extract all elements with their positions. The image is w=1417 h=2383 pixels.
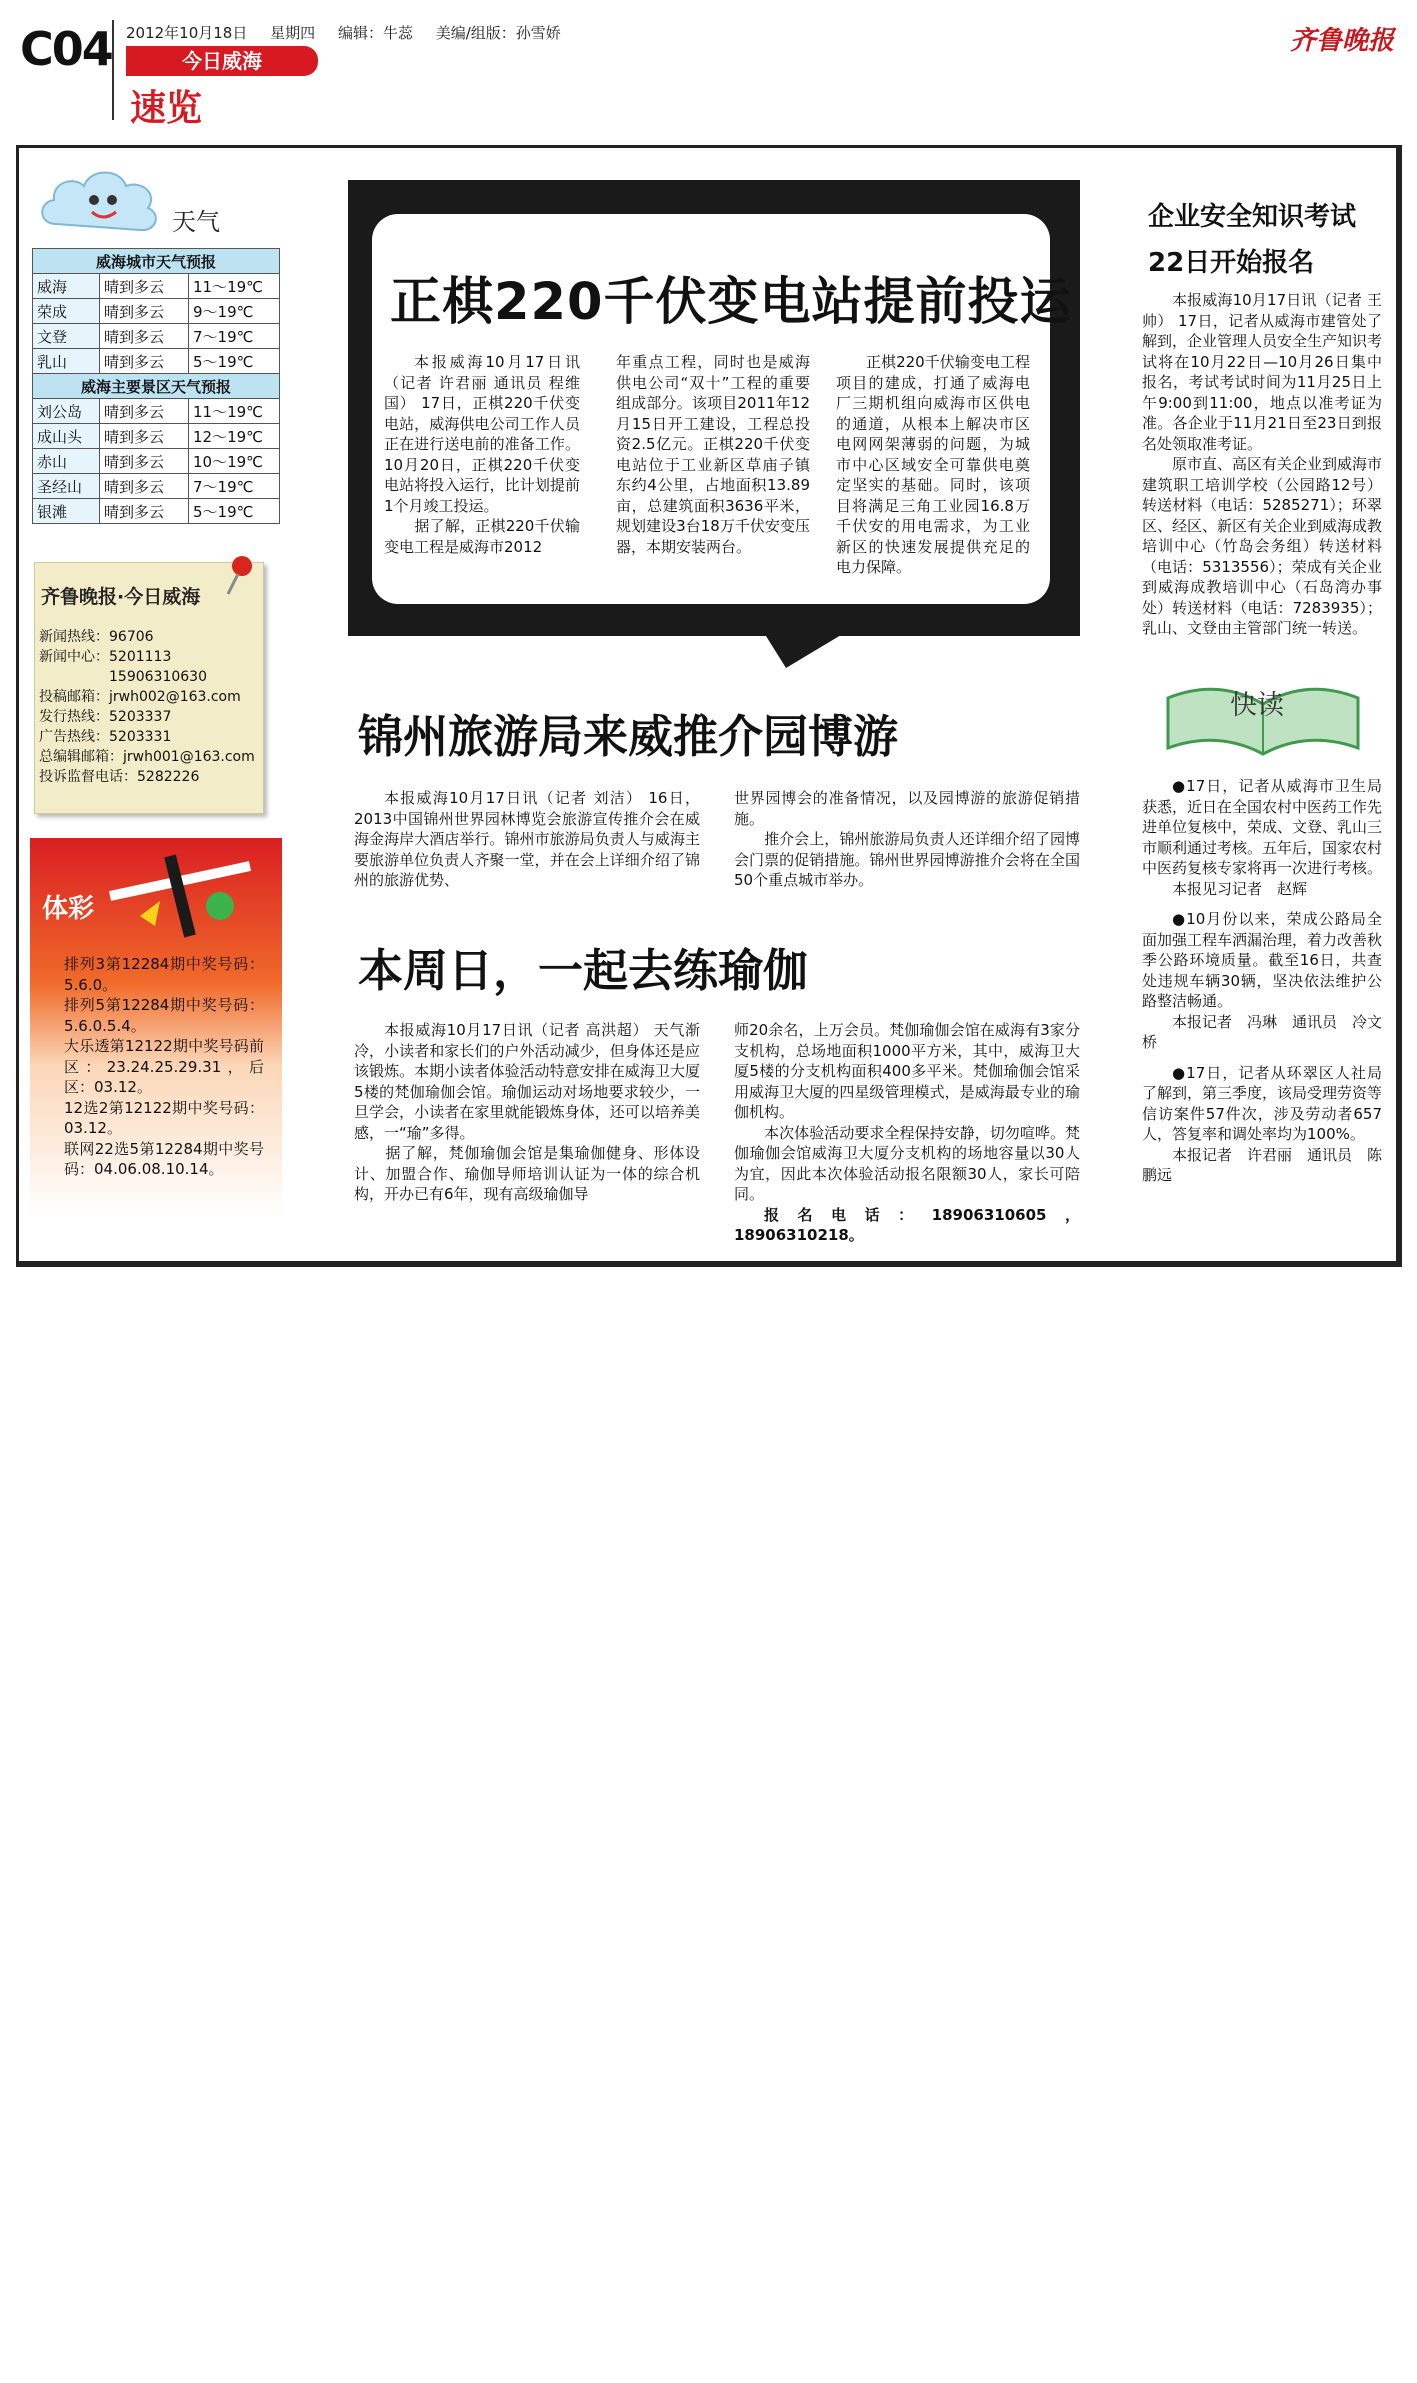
lottery-results bbox=[64, 954, 264, 1180]
section-title: 速览 bbox=[130, 88, 203, 129]
lottery-line: 联网22选5第12284期中奖号码：04.06.08.10.14。 bbox=[64, 1139, 264, 1178]
contact-line: 广告热线：5203331 bbox=[39, 729, 172, 745]
list-item: ●17日，记者从威海市卫生局获悉，近日在全国农村中医药工作先进单位复核中，荣成、文登、乳山三市顺利通过考核。五年后，国家农村中医药复核专家将再一次进行考核。 本报见习记者 赵辉 bbox=[1142, 777, 1383, 898]
table-row: 成山头 晴到多云 12～19℃ bbox=[33, 424, 280, 449]
weather-label: 天气 bbox=[172, 208, 220, 236]
section-tab: 今日威海 bbox=[126, 46, 318, 76]
lottery-title: 体彩 bbox=[42, 894, 95, 924]
quick-read-list bbox=[1142, 776, 1382, 1186]
table-row: 威海 晴到多云 11～19℃ bbox=[33, 274, 280, 299]
jinzhou-headline: 锦州旅游局来威推介园博游 bbox=[358, 710, 899, 763]
contact-line: 投诉监督电话：5282226 bbox=[39, 769, 200, 785]
designer: 美编/组版：孙雪娇 bbox=[435, 24, 561, 42]
contact-title: 齐鲁晚报·今日威海 bbox=[41, 586, 201, 608]
lottery-line: 排列3第12284期中奖号码：5.6.0。 bbox=[64, 955, 264, 994]
main-story-col1: 本报威海10月17日讯（记者 许君丽 通讯员 程维国） 17日，正棋220千伏变电站，威海供电公司工作人员正在进行送电前的准备工作。10月20日，正棋220千伏变电站将投入运行，比计划提前1个月竣工投运。 据了解，正棋220千伏输变电工程是威海市2012 bbox=[384, 353, 580, 556]
table-row: 荣成 晴到多云 9～19℃ bbox=[33, 299, 280, 324]
pushpin-icon bbox=[222, 554, 258, 598]
main-story-col3: 正棋220千伏输变电工程项目的建成，打通了威海电厂三期机组向威海市区供电的通道，从根本上解决市区电网网架薄弱的问题，为城市中心区域安全可靠供电奠定坚实的基础。同时，该项目将满足三角工业园16.8万千伏安的用电需求，为工业新区的快速发展提供充足的电力保障。 bbox=[836, 353, 1030, 576]
contact-line: 总编辑邮箱：jrwh001@163.com bbox=[39, 749, 255, 765]
contact-line: 新闻热线：96706 bbox=[39, 629, 154, 645]
jinzhou-col1: 本报威海10月17日讯（记者 刘洁） 16日，2013中国锦州世界园林博览会旅游宣传推介会在威海金海岸大酒店举行。锦州市旅游局负责人与威海主要旅游单位负责人齐聚一堂，并在会上详细介绍了锦州的旅游优势、 bbox=[354, 789, 700, 889]
contact-line: 新闻中心：5201113 bbox=[39, 649, 172, 665]
jinzhou-col2: 世界园博会的准备情况，以及园博游的旅游促销措施。 推介会上，锦州旅游局负责人还详细介绍了园博会门票的促销措施。锦州世界园博游推介会将在全国50个重点城市举办。 bbox=[734, 789, 1080, 889]
header-divider bbox=[112, 20, 114, 120]
cloud-icon bbox=[36, 162, 164, 240]
table-row: 赤山 晴到多云 10～19℃ bbox=[33, 449, 280, 474]
table-row: 银滩 晴到多云 5～19℃ bbox=[33, 499, 280, 524]
brand-logo: 齐鲁晚报 bbox=[1290, 26, 1395, 56]
lottery-line: 排列5第12284期中奖号码：5.6.0.5.4。 bbox=[64, 996, 264, 1035]
yoga-col2-wrap bbox=[734, 1020, 1080, 1246]
weather-table bbox=[32, 248, 280, 524]
table-row: 文登 晴到多云 7～19℃ bbox=[33, 324, 280, 349]
yoga-signup: 报名电话：18906310605，18906310218。 bbox=[734, 1205, 1080, 1244]
list-item: ●10月份以来，荣成公路局全面加强工程车洒漏治理，着力改善秋季公路环境质量。截至16日，共查处违规车辆30辆，坚决依法维护公路整洁畅通。 本报记者 冯琳 通讯员 冷文桥 bbox=[1142, 910, 1383, 1051]
lottery-logo bbox=[100, 846, 260, 946]
issue-date: 2012年10月18日 bbox=[126, 24, 248, 42]
contact-line: 发行热线：5203337 bbox=[39, 709, 172, 725]
table-row: 刘公岛 晴到多云 11～19℃ bbox=[33, 399, 280, 424]
list-item: ●17日，记者从环翠区人社局了解到，第三季度，该局受理劳资等信访案件57件次，涉及劳动者657人，答复率和调处率均为100%。 本报记者 许君丽 通讯员 陈鹏远 bbox=[1142, 1063, 1383, 1184]
right-headline bbox=[1148, 194, 1356, 286]
issue-weekday: 星期四 bbox=[270, 24, 316, 42]
right-headline-line1: 企业安全知识考试 bbox=[1148, 202, 1357, 232]
main-headline: 正棋220千伏变电站提前投运 bbox=[390, 273, 1072, 332]
header-meta bbox=[126, 22, 579, 43]
yoga-col2: 师20余名，上万会员。梵伽瑜伽会馆在威海有3家分支机构，总场地面积1000平方米，其中，威海卫大厦5楼的分支机构面积400多平米。梵伽瑜伽会馆采用威海卫大厦的四星级管理模式，是威海最专业的瑜伽机构。 本次体验活动要求全程保持安静，切勿喧哗。梵伽瑜伽会馆威海卫大厦分支机构的场地容量以30人为宜，因此本次体验活动报名限额30人，家长可陪同。 bbox=[734, 1021, 1080, 1203]
lottery-line: 大乐透第12122期中奖号码前区：23.24.25.29.31，后区：03.12。 bbox=[64, 1037, 264, 1096]
right-headline-line2: 22日开始报名 bbox=[1148, 248, 1315, 278]
right-story-body: 本报威海10月17日讯（记者 王帅） 17日，记者从威海市建管处了解到，企业管理人员安全生产知识考试将在10月22日—10月26日集中报名，考试考试时间为11月25日上午9:00到11:00，地点以准考证为准。各企业于11月21日至23日到报名处领取准考证。 原市直、高区有关企业到威海市建筑职工培训学校（公园路12号）转送材料（电话：5285271）；环翠区、经区、新区有关企业到威海成教培训中心（竹岛会务组）转送材料（电话：5313556）；荣成有关企业到威海成教培训中心（石岛湾办事处）转送材料（电话：7283935）；乳山、文登由主管部门统一转送。 bbox=[1142, 291, 1383, 637]
contact-line: 投稿邮箱：jrwh002@163.com bbox=[39, 689, 241, 705]
editor: 编辑：牛蕊 bbox=[337, 24, 413, 42]
bubble-tail bbox=[756, 620, 876, 670]
table-row: 圣经山 晴到多云 7～19℃ bbox=[33, 474, 280, 499]
yoga-col1: 本报威海10月17日讯（记者 高洪超） 天气渐冷，小读者和家长们的户外活动减少，但身体还是应该锻炼。本期小读者体验活动特意安排在威海卫大厦5楼的梵伽瑜伽会馆。瑜伽运动对场地要求较少，一旦学会，小读者在家里就能锻炼身体，还可以培养美感，一“瑜”多得。 据了解，梵伽瑜伽会馆是集瑜伽健身、形体设计、加盟合作、瑜伽导师培训认证为一体的综合机构，开办已有6年，现有高级瑜伽导 bbox=[354, 1021, 700, 1203]
main-story-col2: 年重点工程，同时也是威海供电公司“双十”工程的重要组成部分。该项目2011年12月15日开工建设，工程总投资2.5亿元。正棋220千伏变电站位于工业新区草庙子镇东约4公里，占地面积13.89亩，总建筑面积3636平米，规划建设3台18万千伏安变压器，本期安装两台。 bbox=[616, 353, 810, 556]
yoga-headline: 本周日，一起去练瑜伽 bbox=[358, 944, 809, 997]
scenic-forecast-title: 威海主要景区天气预报 bbox=[33, 374, 280, 399]
city-forecast-title: 威海城市天气预报 bbox=[33, 249, 280, 274]
quick-read-label: 快读 bbox=[1230, 690, 1284, 721]
contact-note bbox=[34, 562, 264, 814]
contact-line: 15906310630 bbox=[39, 669, 207, 685]
page-number: C04 bbox=[20, 22, 112, 76]
table-row: 乳山 晴到多云 5～19℃ bbox=[33, 349, 280, 374]
lottery-line: 12选2第12122期中奖号码：03.12。 bbox=[64, 1098, 264, 1137]
